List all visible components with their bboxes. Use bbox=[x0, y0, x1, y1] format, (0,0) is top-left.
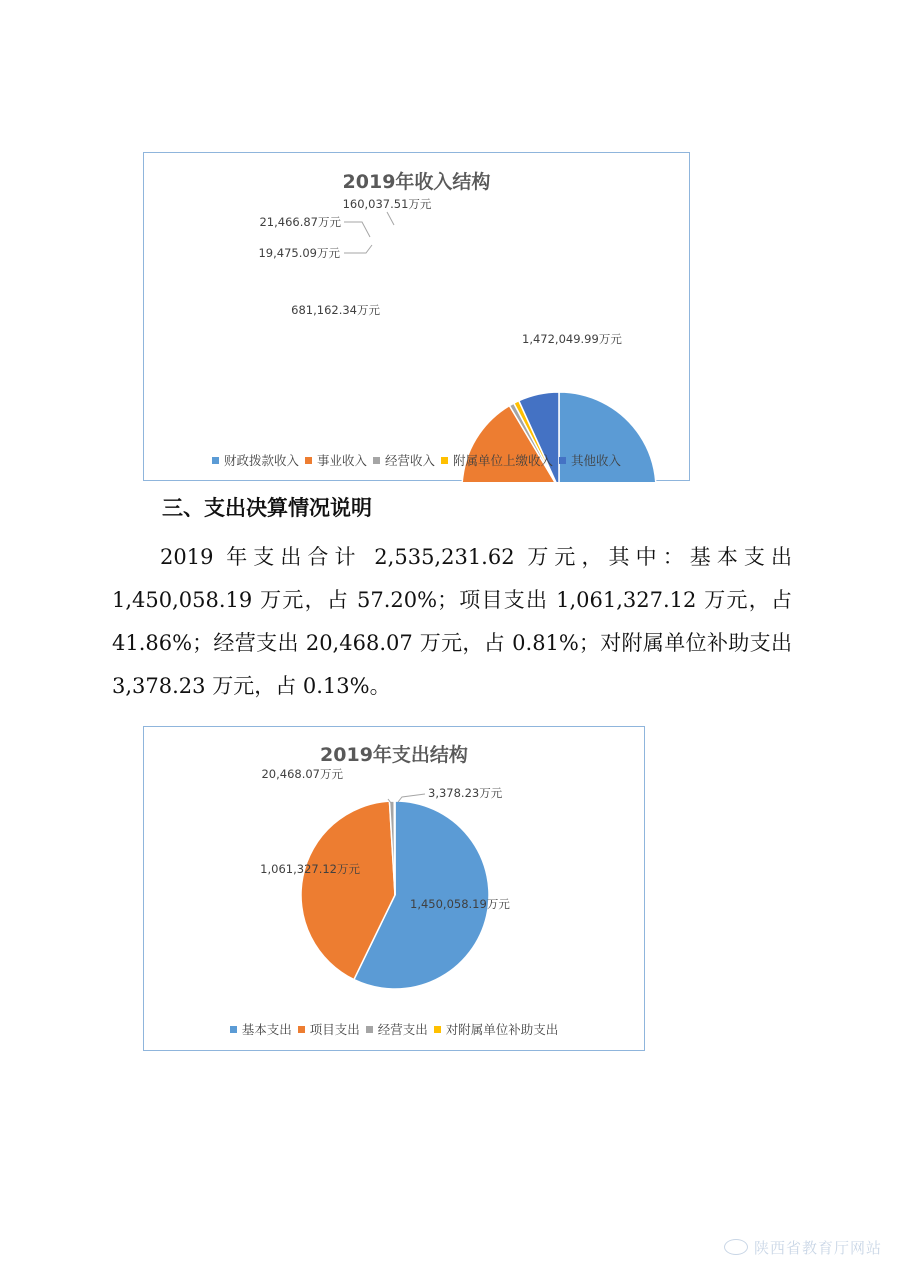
legend-label: 附属单位上缴收入 bbox=[453, 453, 554, 468]
site-watermark bbox=[724, 1237, 882, 1258]
watermark-logo-icon bbox=[724, 1239, 748, 1255]
chart-title: 2019年收入结构 bbox=[342, 171, 491, 193]
legend-item-4 bbox=[441, 451, 553, 469]
data-label-2: 681,162.34万元 bbox=[291, 303, 380, 317]
expenditure-pie-chart bbox=[143, 726, 645, 1051]
legend-label: 经营收入 bbox=[384, 453, 435, 468]
legend-label: 事业收入 bbox=[316, 453, 367, 468]
data-label-4: 21,466.87万元 bbox=[259, 215, 341, 229]
data-label-2: 1,061,327.12万元 bbox=[260, 862, 360, 876]
legend-label: 项目支出 bbox=[309, 1022, 360, 1037]
legend-swatch bbox=[559, 457, 566, 464]
chart-title: 2019年支出结构 bbox=[320, 744, 468, 766]
legend-swatch bbox=[373, 457, 380, 464]
pie-svg bbox=[144, 727, 646, 1052]
chart-legend bbox=[144, 451, 689, 469]
legend-item-1 bbox=[230, 1020, 292, 1038]
legend-item-1 bbox=[212, 451, 299, 469]
legend-label: 其他收入 bbox=[571, 453, 622, 468]
legend-swatch bbox=[434, 1026, 441, 1033]
leader-line-5 bbox=[387, 212, 394, 225]
legend-swatch bbox=[441, 457, 448, 464]
revenue-pie-chart bbox=[143, 152, 690, 481]
section-heading: 三、支出决算情况说明 bbox=[162, 496, 372, 520]
legend-label: 经营支出 bbox=[377, 1022, 428, 1037]
legend-item-2 bbox=[305, 451, 367, 469]
chart-legend bbox=[144, 1020, 644, 1038]
legend-label: 对附属单位补助支出 bbox=[445, 1022, 559, 1037]
legend-label: 财政拨款收入 bbox=[223, 453, 299, 468]
legend-swatch bbox=[298, 1026, 305, 1033]
legend-swatch bbox=[305, 457, 312, 464]
legend-item-2 bbox=[298, 1020, 360, 1038]
legend-swatch bbox=[212, 457, 219, 464]
legend-swatch bbox=[366, 1026, 373, 1033]
data-label-1: 1,472,049.99万元 bbox=[522, 332, 622, 346]
leader-line-4 bbox=[344, 222, 370, 237]
legend-item-5 bbox=[559, 451, 621, 469]
data-label-4: 3,378.23万元 bbox=[428, 786, 503, 800]
pie-slice-4 bbox=[394, 801, 395, 895]
leader-line-3 bbox=[344, 245, 372, 253]
legend-label: 基本支出 bbox=[241, 1022, 292, 1037]
legend-item-4 bbox=[434, 1020, 559, 1038]
data-label-3: 20,468.07万元 bbox=[261, 767, 343, 781]
pie-svg bbox=[144, 153, 691, 482]
legend-swatch bbox=[230, 1026, 237, 1033]
watermark-text: 陕西省教育厅网站 bbox=[753, 1239, 882, 1257]
legend-item-3 bbox=[366, 1020, 428, 1038]
legend-item-3 bbox=[373, 451, 435, 469]
data-label-1: 1,450,058.19万元 bbox=[410, 897, 510, 911]
data-label-5: 160,037.51万元 bbox=[342, 197, 432, 211]
expenditure-paragraph: 2019 年支出合计 2,535,231.62 万元，其中：基本支出 1,450,058.19 万元，占 57.20%；项目支出 1,061,327.12 万元，占 41.86%；经营支出 20,468.07 万元，占 0.81%；对附属单位补助支出 3,378.23 万元，占 0.13%。 bbox=[112, 545, 792, 698]
data-label-3: 19,475.09万元 bbox=[258, 246, 340, 260]
